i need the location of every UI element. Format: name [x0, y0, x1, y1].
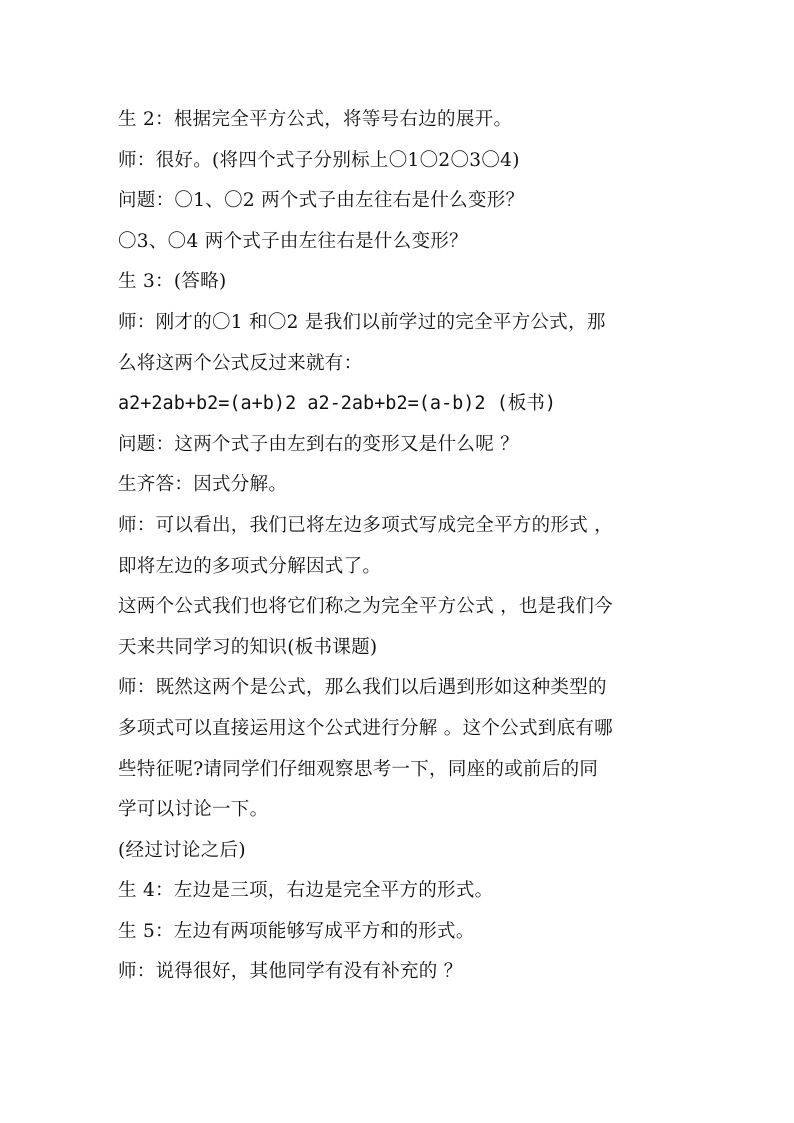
text-line: 生齐答：因式分解。: [118, 474, 288, 496]
text-line: 师：既然这两个是公式，那么我们以后遇到形如这种类型的: [118, 677, 607, 699]
text-line: 问题：〇1、〇2 两个式子由左往右是什么变形？: [118, 190, 525, 212]
document-body: [118, 100, 688, 993]
formula-line: a2+2ab+b2=(a+b)2 a2-2ab+b2=(a-b)2 (板书): [118, 393, 556, 415]
text-line: 生 2：根据完全平方公式，将等号右边的展开。: [118, 109, 513, 130]
text-line: 多项式可以直接运用这个公式进行分解 。这个公式到底有哪: [118, 717, 613, 739]
text-line: 师：刚才的〇1 和〇2 是我们以前学过的完全平方公式，那: [118, 311, 606, 333]
text-line: 学可以讨论一下。: [118, 799, 269, 821]
text-line: 问题：这两个式子由左到右的变形又是什么呢 ？: [118, 433, 519, 455]
text-line: 师：很好。(将四个式子分别标上〇1〇2〇3〇4): [118, 149, 520, 171]
text-line: 这两个公式我们也将它们称之为完全平方公式 ，也是我们今: [118, 596, 613, 618]
text-line: 么将这两个公式反过来就有：: [118, 352, 363, 374]
text-line: 生 3：(答略): [118, 271, 227, 293]
text-line: 即将左边的多项式分解因式了。: [118, 555, 382, 577]
text-line: 生 5：左边有两项能够写成平方和的形式。: [118, 920, 475, 942]
text-line: 〇3、〇4 两个式子由左往右是什么变形？: [118, 230, 468, 252]
text-line: 生 4：左边是三项，右边是完全平方的形式。: [118, 880, 494, 902]
text-line: (经过讨论之后): [118, 839, 246, 861]
text-line: 些特征呢?请同学们仔细观察思考一下，同座的或前后的同: [118, 758, 599, 780]
text-line: 师：说得很好，其他同学有没有补充的 ？: [118, 961, 463, 983]
text-line: 师：可以看出，我们已将左边多项式写成完全平方的形式 ，: [118, 514, 613, 536]
text-line: 天来共同学习的知识(板书课题): [118, 636, 378, 658]
